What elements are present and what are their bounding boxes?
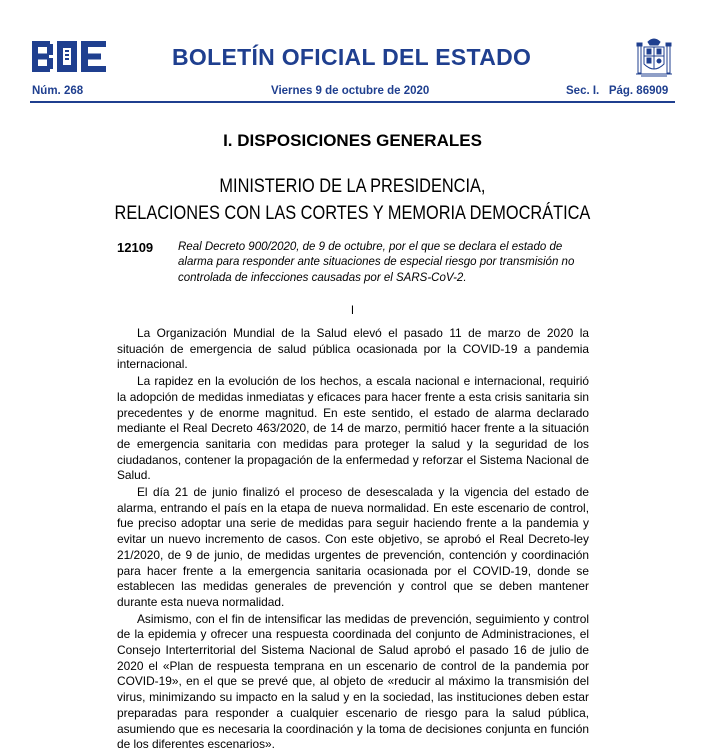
- issue-number: Núm. 268: [32, 85, 84, 97]
- paragraph: Asimismo, con el fin de intensificar las medidas de prevención, seguimiento y control de la epidemia y ofrecer una respuesta coordinada del conjunto de Administraciones, el Consejo Interterritorial del Sistema Nacional de Salud aprobó el pasado 16 de julio de 2020 el «Plan de respuesta temprana en un escenario de control de la pandemia por COVID-19», en el que se prevé que, al objeto de «reducir al máximo la transmisión del virus, minimizando su impacto en la salud y en la sociedad, las instituciones deben estar preparadas para responder a cualquier escenario de riesgo para la salud pública, asumiendo que es necesaria la coordinación y la toma de decisiones conjunta en función de los diferentes escenarios».: [117, 611, 589, 752]
- header-rule: [30, 101, 675, 103]
- part-numeral: I: [350, 305, 355, 317]
- body-text: [117, 326, 589, 754]
- disposition-number: 12109: [117, 240, 154, 255]
- paragraph: La Organización Mundial de la Salud elevó el pasado 11 de marzo de 2020 la situación de emergencia de salud pública ocasionada por la COVID-19 a pandemia internacional.: [117, 326, 589, 372]
- ministry-heading: [49, 173, 655, 227]
- masthead-title: BOLETÍN OFICIAL DEL ESTADO: [172, 44, 532, 70]
- ministry-line: RELACIONES CON LAS CORTES Y MEMORIA DEMOCRÁTICA: [114, 203, 591, 224]
- issue-date: Viernes 9 de octubre de 2020: [271, 85, 430, 97]
- coat-of-arms-icon: [636, 36, 672, 80]
- section-page: Sec. I. Pág. 86909: [566, 85, 669, 97]
- paragraph: El día 21 de junio finalizó el proceso de desescalada y la vigencia del estado de alarma, entrando el país en la etapa de nueva normalidad. En este escenario de control, fue preciso adoptar una serie de medidas para seguir haciendo frente a la pandemia y evitar un nuevo incremento de casos. Con este objetivo, se aprobó el Real Decreto-ley 21/2020, de 9 de junio, de medidas urgentes de prevención, contención y coordinación para hacer frente a la emergencia sanitaria ocasionada por el COVID-19, donde se establecen las medidas generales de prevención y control que se deben mantener durante esta nueva normalidad.: [117, 485, 589, 609]
- section-title: I. DISPOSICIONES GENERALES: [223, 131, 482, 150]
- boe-logo: [32, 41, 106, 72]
- disposition-title: Real Decreto 900/2020, de 9 de octubre, por el que se declara el estado de alarma para responder ante situaciones de especial riesgo por transmisión no controlada de infecciones causadas por el SARS-CoV-2.: [178, 241, 575, 284]
- paragraph: La rapidez en la evolución de los hechos, a escala nacional e internacional, requirió la adopción de medidas inmediatas y eficaces para hacer frente a esta crisis sanitaria sin precedentes y de enorme magnitud. En este sentido, el estado de alarma declarado mediante el Real Decreto 463/2020, de 14 de marzo, permitió hacer frente a la situación de emergencia sanitaria con medidas para proteger la salud y la seguridad de los ciudadanos, contener la propagación de la enfermedad y reforzar el Sistema Nacional de Salud.: [117, 374, 589, 483]
- ministry-line: MINISTERIO DE LA PRESIDENCIA,: [219, 176, 486, 197]
